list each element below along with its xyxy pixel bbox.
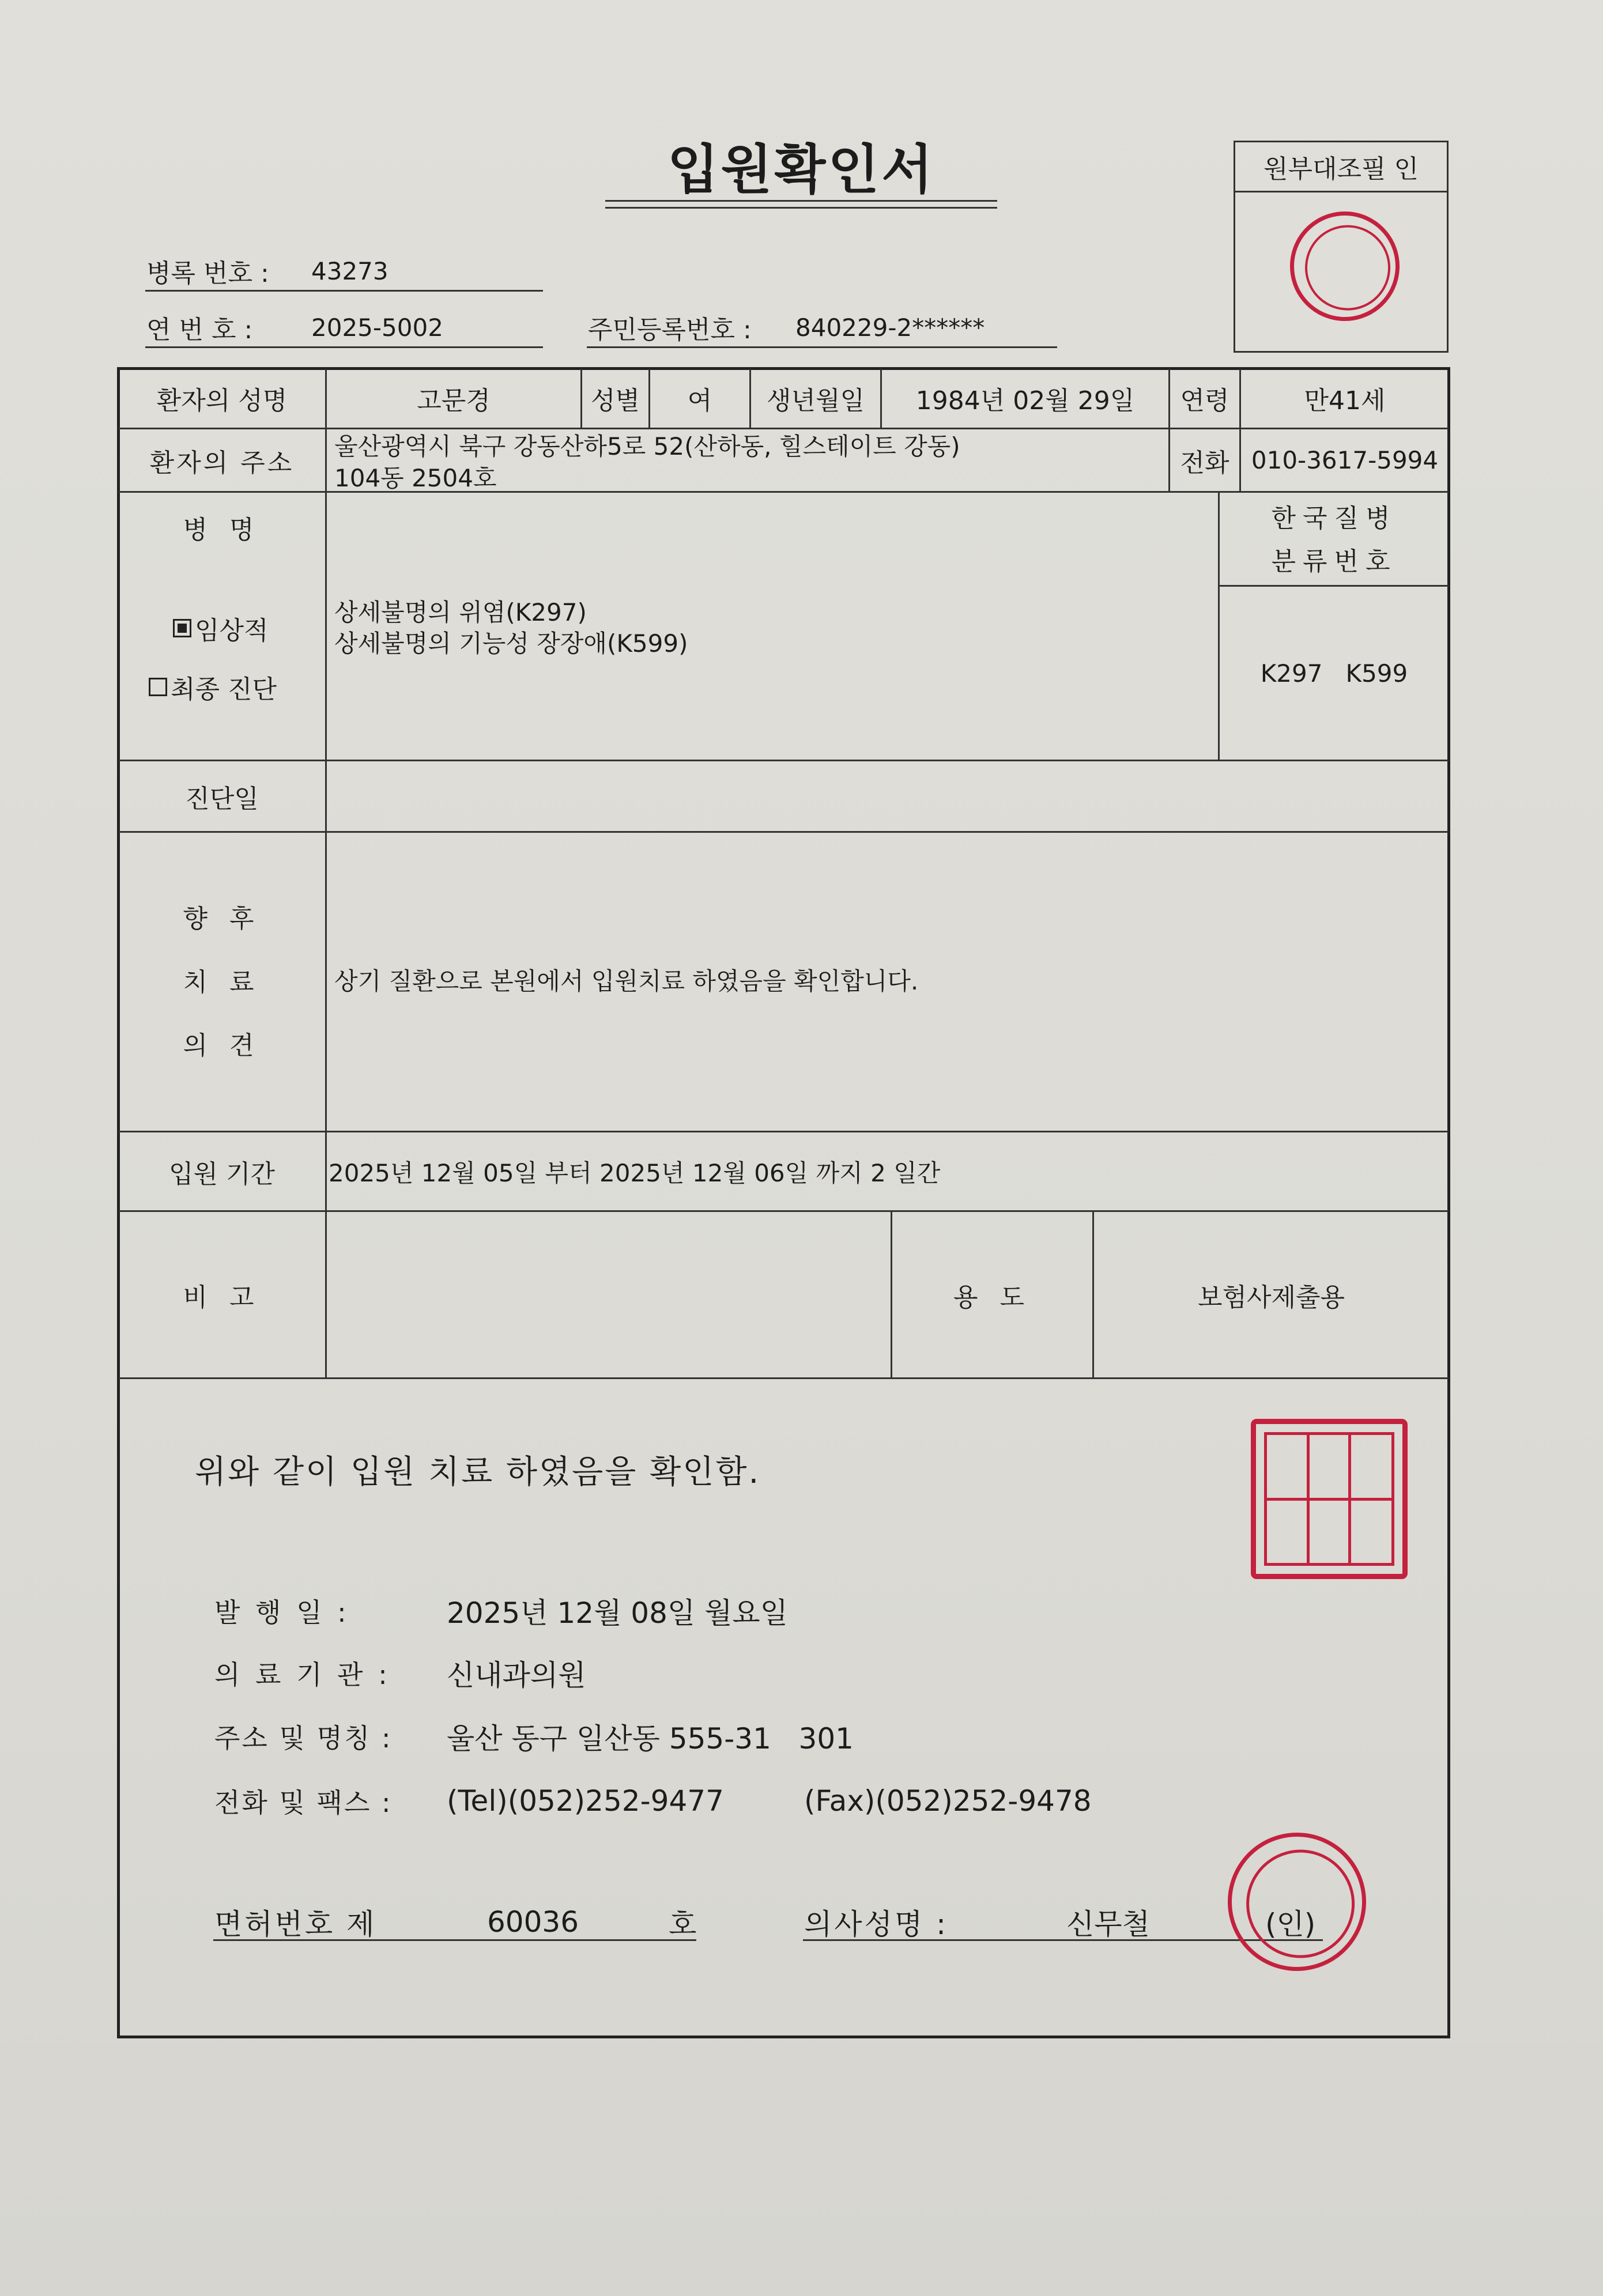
seal-box-header: 원부대조필 인 [1235,142,1447,192]
row-divider [118,831,1449,833]
license-label: 면허번호 제 [214,1908,377,1941]
admission-period-label: 입원 기간 [168,1159,275,1189]
title-underline [605,200,997,202]
record-no-label: 병록 번호 : [146,259,269,288]
rrn-label: 주민등록번호 : [588,315,752,345]
purpose-value: 보험사제출용 [1197,1282,1345,1312]
record-no-value: 43273 [311,256,389,285]
phone-label: 전화 [1180,448,1229,478]
license-number: 60036 [487,1905,579,1939]
verification-seal-box [1234,141,1449,353]
admission-period-text: 2025년 12월 05일 부터 2025년 12월 06일 까지 2 일간 [329,1158,941,1187]
address-label: 환자의 주소 [149,448,295,478]
row-divider [118,1377,1449,1379]
license-suffix: 호 [669,1908,697,1941]
doctor-seal-stamp-icon [1276,197,1413,335]
rrn-underline [587,346,1057,348]
final-checkbox[interactable] [149,678,167,696]
address-line1: 울산광역시 북구 강동산하5로 52(산하동, 힐스테이트 강동) [334,432,960,460]
license-underline [213,1939,696,1941]
confirmation-statement: 위와 같이 입원 치료 하였음을 확인함. [195,1453,761,1491]
clinic-address-value: 울산 동구 일산동 555-31 301 [447,1722,854,1755]
sex-value: 여 [687,386,712,416]
purpose-label: 용 도 [953,1282,1031,1312]
doctor-name-value: 신무철 [1066,1908,1150,1941]
age-label: 연령 [1180,386,1229,416]
dob-label: 생년월일 [766,386,865,416]
doctor-name-label: 의사성명 : [804,1908,948,1941]
final-label: 최종 진단 [171,675,277,704]
clinical-diagnosis-option[interactable] [173,611,269,645]
dob-value: 1984년 02월 29일 [915,386,1135,416]
opinion-text: 상기 질환으로 본원에서 입원치료 하였음을 확인합니다. [334,967,919,995]
clinical-checkbox[interactable] [173,619,191,637]
rrn-value: 840229-2****** [795,313,985,342]
institution-label: 의 료 기 관 : [214,1659,391,1690]
opinion-label-line3: 의 견 [183,1031,261,1060]
contact-label: 전화 및 팩스 : [214,1787,393,1818]
clinical-label: 임상적 [195,616,269,645]
remarks-label: 비 고 [183,1282,261,1312]
opinion-label-line2: 치 료 [183,968,261,997]
kcd-label-line2: 분류번호 [1271,547,1397,576]
fax-value: (Fax)(052)252-9478 [804,1784,1092,1818]
kcd-label-line1: 한국질병 [1271,504,1397,533]
institution-value: 신내과의원 [447,1659,586,1692]
column-divider [325,369,327,1377]
seal-mark: (인) [1265,1908,1316,1941]
remarks-value [334,1212,882,1377]
tel-value: (Tel)(052)252-9477 [447,1784,724,1818]
record-no-underline [145,290,543,292]
address-line2: 104동 2504호 [334,464,497,492]
kcd-codes: K297 K599 [1260,659,1408,688]
clinic-address-label: 주소 및 명칭 : [214,1723,393,1754]
phone-value: 010-3617-5994 [1251,446,1439,474]
age-value: 만41세 [1304,386,1386,416]
sex-label: 성별 [590,386,640,416]
row-divider [118,491,1449,493]
diag-date-label: 진단일 [185,784,259,814]
diagnosis-line1: 상세불명의 위염(K297) [334,598,587,626]
serial-label: 연 번 호 : [146,315,253,345]
title-underline [605,207,997,209]
diagnosis-line2: 상세불명의 기능성 장장애(K599) [334,629,688,658]
issue-date-label: 발 행 일 : [214,1597,350,1628]
opinion-label-line1: 향 후 [183,904,261,934]
clinic-seal-stamp-icon [1251,1419,1408,1579]
final-diagnosis-option[interactable] [149,670,277,704]
issue-date-value: 2025년 12월 08일 월요일 [447,1596,788,1630]
patient-name-value: 고문경 [417,386,491,416]
diag-date-value [334,761,1430,831]
diagnosis-label: 병 명 [183,515,261,545]
patient-name-label: 환자의 성명 [156,386,288,416]
serial-value: 2025-5002 [311,313,443,342]
document-title: 입원확인서 [667,139,936,201]
serial-underline [145,346,543,348]
